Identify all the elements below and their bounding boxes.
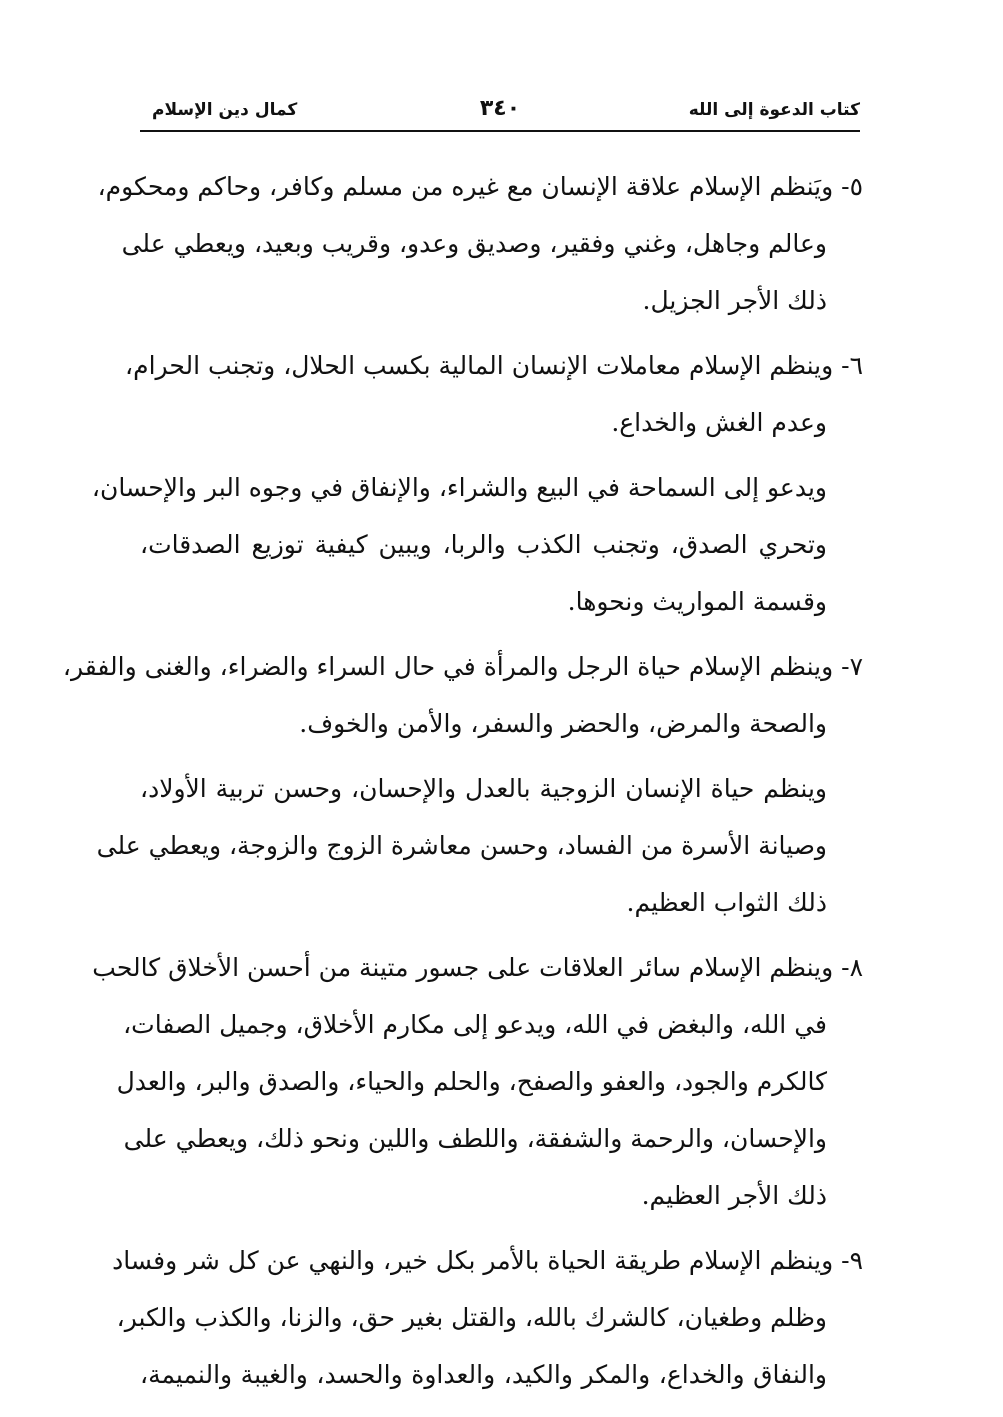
line-text: وقسمة المواريث ونحوها. bbox=[567, 587, 827, 616]
page-body bbox=[62, 158, 863, 1411]
item-number: ٦- bbox=[833, 351, 863, 380]
text-line bbox=[116, 1053, 863, 1110]
text-line bbox=[123, 1110, 863, 1167]
line-text: وصيانة الأسرة من الفساد، وحسن معاشرة الزوج والزوجة، ويعطي على bbox=[96, 831, 827, 860]
text-line bbox=[140, 394, 863, 451]
page-number: ٣٤٠ bbox=[479, 96, 521, 121]
text-line bbox=[140, 1167, 863, 1224]
line-text: وينظم الإسلام سائر العلاقات على جسور متينة من أحسن الأخلاق كالحب bbox=[92, 953, 834, 982]
text-line bbox=[140, 695, 863, 752]
text-line bbox=[140, 516, 863, 573]
text-line bbox=[121, 215, 863, 272]
line-text: وينظم الإسلام معاملات الإنسان المالية بكسب الحلال، وتجنب الحرام، bbox=[125, 351, 834, 380]
text-line bbox=[96, 817, 863, 874]
line-text: والصحة والمرض، والحضر والسفر، والأمن والخوف. bbox=[299, 709, 827, 738]
text-line bbox=[116, 1289, 863, 1346]
item-number: ٩- bbox=[833, 1246, 863, 1275]
line-text: والنفاق والخداع، والمكر والكيد، والعداوة والحسد، والغيبة والنميمة، bbox=[140, 1360, 827, 1389]
line-text: وعالم وجاهل، وغني وفقير، وصديق وعدو، وقريب وبعيد، ويعطي على bbox=[121, 229, 827, 258]
line-text: وظلم وطغيان، كالشرك بالله، والقتل بغير حق، والزنا، والكذب والكبر، bbox=[116, 1303, 827, 1332]
line-text: وتحري الصدق، وتجنب الكذب والربا، ويبين كيفية توزيع الصدقات، bbox=[140, 530, 827, 559]
page-header bbox=[140, 96, 860, 132]
paragraph bbox=[97, 158, 863, 329]
line-text: وينظم حياة الإنسان الزوجية بالعدل والإحسان، وحسن تربية الأولاد، bbox=[140, 774, 827, 803]
text-line bbox=[123, 996, 863, 1053]
line-text: ذلك الأجر الجزيل. bbox=[642, 286, 827, 315]
line-text: والإحسان، والرحمة والشفقة، واللطف واللين ونحو ذلك، ويعطي على bbox=[123, 1124, 827, 1153]
line-text: ذلك الأجر العظيم. bbox=[641, 1181, 827, 1210]
text-line bbox=[140, 1346, 863, 1403]
paragraph bbox=[125, 337, 863, 451]
line-text: وينظم الإسلام حياة الرجل والمرأة في حال السراء والضراء، والغنى والفقر، bbox=[62, 652, 834, 681]
paragraph bbox=[92, 939, 863, 1224]
item-number: ٨- bbox=[833, 953, 863, 982]
line-text: ذلك الثواب العظيم. bbox=[626, 888, 827, 917]
text-line bbox=[140, 272, 863, 329]
item-number: ٧- bbox=[833, 652, 863, 681]
text-line bbox=[140, 573, 863, 630]
line-text: وعدم الغش والخداع. bbox=[611, 408, 827, 437]
text-line bbox=[140, 760, 863, 817]
item-number: ٥- bbox=[833, 172, 863, 201]
text-line bbox=[62, 638, 863, 695]
paragraph bbox=[96, 760, 863, 931]
paragraph bbox=[91, 459, 863, 630]
text-line bbox=[112, 1232, 863, 1289]
chapter-title: كمال دين الإسلام bbox=[152, 100, 298, 120]
text-line bbox=[97, 158, 863, 215]
line-text: ويدعو إلى السماحة في البيع والشراء، والإنفاق في وجوه البر والإحسان، bbox=[91, 473, 827, 502]
text-line bbox=[140, 874, 863, 931]
paragraph bbox=[112, 1232, 863, 1403]
text-line bbox=[92, 939, 863, 996]
text-line bbox=[91, 459, 863, 516]
line-text: ويَنظم الإسلام علاقة الإنسان مع غيره من مسلم وكافر، وحاكم ومحكوم، bbox=[97, 172, 834, 201]
line-text: كالكرم والجود، والعفو والصفح، والحلم والحياء، والصدق والبر، والعدل bbox=[116, 1067, 827, 1096]
line-text: في الله، والبغض في الله، ويدعو إلى مكارم الأخلاق، وجميل الصفات، bbox=[123, 1010, 827, 1039]
text-line bbox=[125, 337, 863, 394]
paragraph bbox=[62, 638, 863, 752]
line-text: وينظم الإسلام طريقة الحياة بالأمر بكل خير، والنهي عن كل شر وفساد bbox=[112, 1246, 834, 1275]
book-title: كتاب الدعوة إلى الله bbox=[688, 100, 860, 120]
